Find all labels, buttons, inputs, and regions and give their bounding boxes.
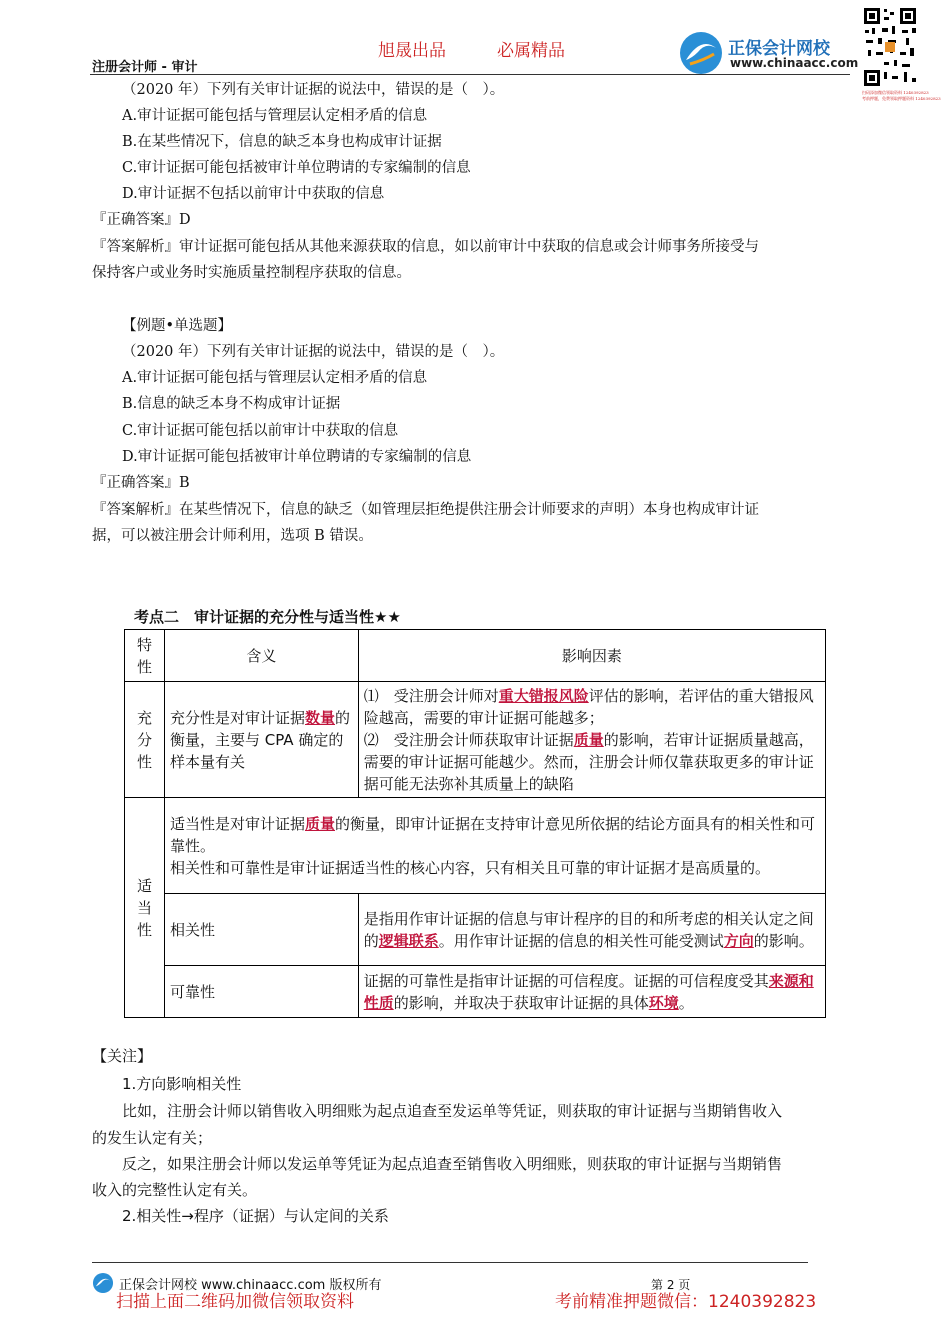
q1-analysis-2: 保持客户或业务时实施质量控制程序获取的信息。 [92,265,411,281]
notes-p2-b: 收入的完整性认定有关。 [92,1181,258,1199]
footer-swoosh-icon [92,1272,114,1294]
footer-promo-right: 考前精准押题微信：1240392823 [555,1292,817,1312]
brand-swoosh-icon [678,30,724,76]
q2-analysis-2: 据，可以被注册会计师利用，选项 B 错误。 [92,528,373,544]
qr-caption-1: 扫码添加微信领取资料 1240392823 [862,90,929,95]
notes-tag: 【关注】 [92,1047,153,1065]
reliability-text: 证据的可靠性是指审计证据的可信程度。证据的可信程度受其来源和性质的影响，并取决于获取审计证据的具体环境。 [358,966,825,1018]
notes-n1: 1.方向影响相关性 [122,1075,242,1093]
q1-option-d: D.审计证据不包括以前审计中获取的信息 [122,186,385,202]
brand-logo [678,30,858,76]
q1-option-c: C.审计证据可能包括被审计单位聘请的专家编制的信息 [122,160,471,176]
q1-option-a: A.审计证据可能包括与管理层认定相矛盾的信息 [122,108,428,124]
footer-logo [92,1272,114,1298]
q2-answer: 『正确答案』B [92,475,190,491]
footer-promo-left: 扫描上面二维码加微信领取资料 [116,1292,354,1312]
appropriateness-label: 适当性 [125,798,165,1018]
th-meaning: 含义 [164,630,358,682]
relevance-label: 相关性 [164,894,358,966]
q2-stem: （2020 年）下列有关审计证据的说法中，错误的是（ ）。 [122,344,505,360]
brand-url: www.chinaacc.com [730,56,859,70]
footer-rule [92,1262,808,1263]
q1-stem: （2020 年）下列有关审计证据的说法中，错误的是（ ）。 [122,82,505,98]
notes-p1-a: 比如，注册会计师以销售收入明细账为起点追查至发运单等凭证，则获取的审计证据与当期销售收入 [122,1102,783,1120]
q1-analysis-1: 『答案解析』审计证据可能包括从其他来源获取的信息，如以前审计中获取的信息或会计师事务所接受与 [92,239,759,255]
kp-table [124,629,826,1018]
sufficiency-meaning: 充分性是对审计证据数量的衡量，主要与 CPA 确定的样本量有关 [164,682,358,798]
q2-option-a: A.审计证据可能包括与管理层认定相矛盾的信息 [122,370,428,386]
q1-answer: 『正确答案』D [92,212,191,228]
notes-p1-b: 的发生认定有关； [92,1129,213,1147]
sufficiency-factors: ⑴ 受注册会计师对重大错报风险评估的影响，若评估的重大错报风险越高，需要的审计证据可能越多； ⑵ 受注册会计师获取审计证据质量的影响，若审计证据质量越高，需要的审计证据可能越少。然而，注册会计师仅靠获取更多的审计证据可能无法弥补其质量上的缺陷 [358,682,825,798]
q2-option-d: D.审计证据可能包括被审计单位聘请的专家编制的信息 [122,449,472,465]
reliability-label: 可靠性 [164,966,358,1018]
th-feature: 特性 [125,630,165,682]
q2-option-c: C.审计证据可能包括以前审计中获取的信息 [122,423,399,439]
th-factors: 影响因素 [358,630,825,682]
notes-p2-a: 反之，如果注册会计师以发运单等凭证为起点追查至销售收入明细账，则获取的审计证据与当期销售 [122,1155,783,1173]
kp-title: 考点二 审计证据的充分性与适当性★★ [134,608,401,626]
footer-page: 第 2 页 [651,1278,691,1292]
doc-title: 注册会计师 - 审计 [92,60,198,75]
slogan-right: 必属精品 [497,41,565,61]
qr-code [862,6,918,88]
brand-name: 正保会计网校 [728,39,830,59]
q2-option-b: B.信息的缺乏本身不构成审计证据 [122,396,341,412]
footer-copyright: 正保会计网校 www.chinaacc.com 版权所有 [119,1278,382,1293]
q2-analysis-1: 『答案解析』在某些情况下，信息的缺乏（如管理层拒绝提供注册会计师要求的声明）本身也构成审计证 [92,502,759,518]
relevance-text: 是指用作审计证据的信息与审计程序的目的和所考虑的相关认定之间的逻辑联系。用作审计证据的信息的相关性可能受测试方向的影响。 [358,894,825,966]
slogan-left: 旭晟出品 [378,41,446,61]
qr-caption-2: 考前押题，免费领取押题资料 1240392823 [862,96,941,101]
q2-tag: 【例题•单选题】 [122,318,233,334]
appropriateness-def: 适当性是对审计证据质量的衡量，即审计证据在支持审计意见所依据的结论方面具有的相关性和可靠性。 相关性和可靠性是审计证据适当性的核心内容，只有相关且可靠的审计证据才是高质量的。 [164,798,825,894]
notes-n2: 2.相关性→程序（证据）与认定间的关系 [122,1207,389,1225]
sufficiency-label: 充分性 [125,682,165,798]
q1-option-b: B.在某些情况下，信息的缺乏本身也构成审计证据 [122,134,442,150]
